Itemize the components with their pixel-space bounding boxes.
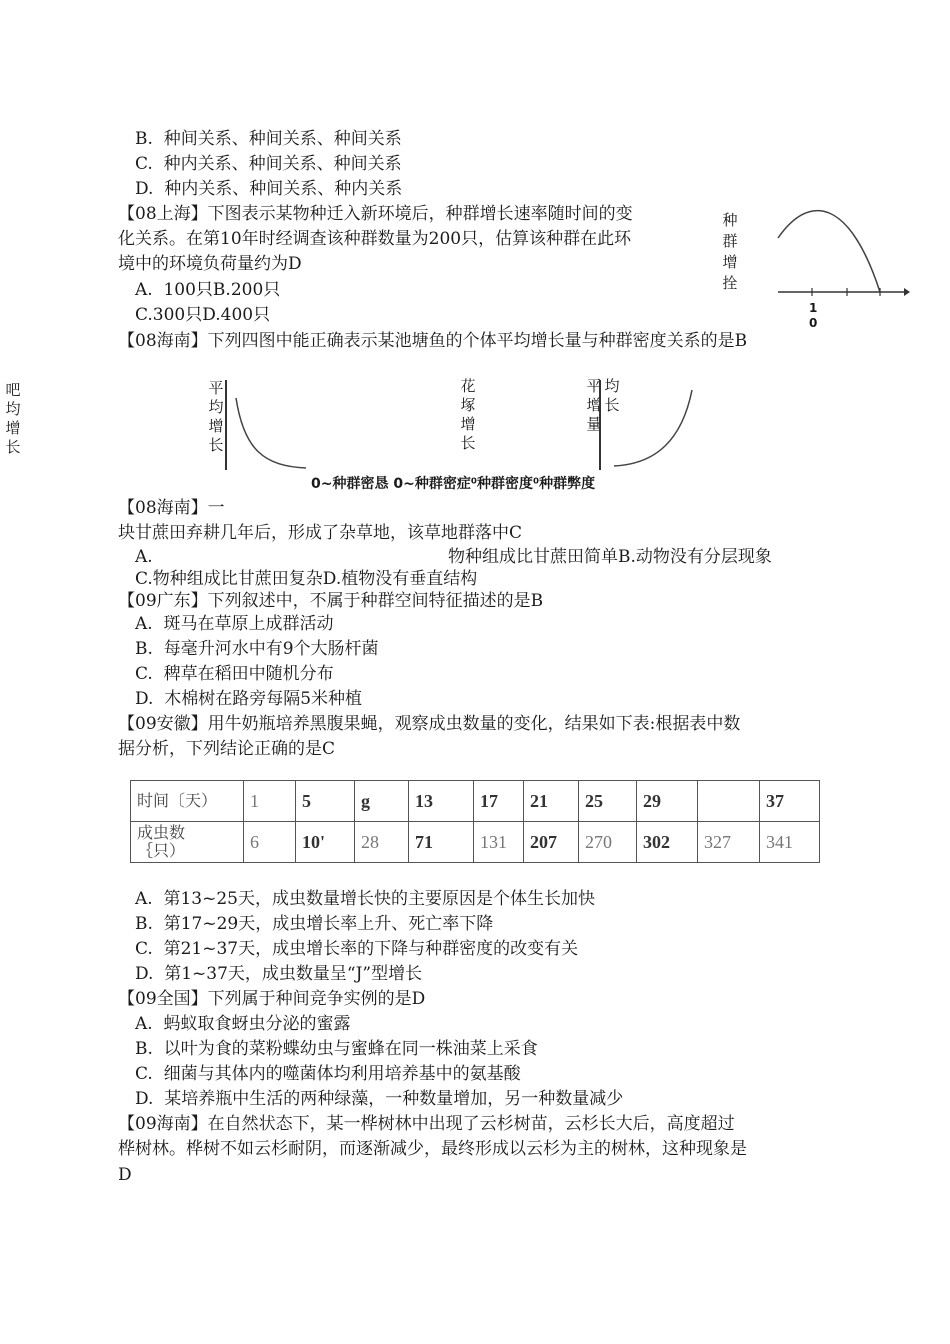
question-text-line: 块甘蔗田弃耕几年后，形成了杂草地，该草地群落中C — [118, 523, 523, 543]
table-cell: 1 — [244, 781, 296, 822]
graph3-ylabel-char: 量 — [586, 415, 602, 433]
table-row — [131, 822, 820, 863]
graph2-ylabel-char: 塚 — [460, 396, 476, 414]
graph3-ylabel-char: 增 — [586, 396, 602, 414]
graph2-ylabel-char: 长 — [460, 434, 476, 452]
graph1-curve — [224, 380, 314, 472]
table-cell: 17 — [474, 781, 524, 822]
question-text-line: 化关系。在第10年时经调查该种群数量为200只，估算该种群在此环 — [118, 229, 632, 249]
table-cell: 131 — [474, 822, 524, 863]
option-a-line: A. 第13~25天，成虫数量增长快的主要原因是个体生长加快 — [135, 889, 595, 909]
question-09-hainan: 【09海南】在自然状态下，某一桦树林中出现了云杉树苗，云杉长大后，高度超过 — [118, 1114, 735, 1134]
graph1-ylabel-char: 长 — [208, 436, 224, 454]
question-08-hainan-2: 【08海南】一 — [118, 498, 225, 518]
graph3-ylabel-char: 平 — [586, 377, 602, 395]
option-b-line: B. 每毫升河水中有9个大肠杆菌 — [135, 639, 379, 659]
option-b-line: B. 第17~29天，成虫增长率上升、死亡率下降 — [135, 914, 494, 934]
stray-ylabel-char: 增 — [5, 419, 21, 437]
table-cell: 6 — [244, 822, 296, 863]
option-c-line: C. 第21~37天，成虫增长率的下降与种群密度的改变有关 — [135, 939, 579, 959]
table-cell: 29 — [637, 781, 698, 822]
table-cell: 341 — [760, 822, 820, 863]
table-cell: 5 — [296, 781, 355, 822]
table-cell: g — [355, 781, 409, 822]
question-text-line: 桦树林。桦树不如云杉耐阴，而逐渐减少，最终形成以云杉为主的树林，这种现象是 — [118, 1139, 747, 1159]
option-a-line: A. 斑马在草原上成群活动 — [135, 614, 334, 634]
fig1-tick-label: 0 — [809, 316, 818, 330]
graph3-ylabel-char: 均 — [604, 377, 620, 395]
count-header-line: 成虫数 — [137, 823, 186, 842]
fig1-ylabel-char: 增 — [722, 253, 738, 271]
fig1-ylabel-char: 拴 — [722, 274, 738, 292]
question-text-line: 据分析，下列结论正确的是C — [118, 739, 336, 759]
question-09-quanguo: 【09全国】下列属于种间竞争实例的是D — [118, 989, 426, 1009]
table-cell: 21 — [524, 781, 579, 822]
table-cell: 37 — [760, 781, 820, 822]
option-a-b-text: 物种组成比甘蔗田简单B.动物没有分层现象 — [448, 547, 772, 567]
option-c-line: C. 种内关系、种间关系、种间关系 — [135, 154, 402, 174]
table-cell: 207 — [524, 822, 579, 863]
table-cell: 10' — [296, 822, 355, 863]
option-b-line: B. 种间关系、种间关系、种间关系 — [135, 129, 402, 149]
count-header-line: ｛只） — [137, 841, 186, 860]
fig1-ylabel-char: 群 — [722, 232, 738, 250]
graphs-x-axis-labels: 0~种群密恳 0~种群密症⁰种群密度⁰种群弊度 — [311, 476, 596, 492]
table-cell: 25 — [579, 781, 637, 822]
option-d-line: D. 种内关系、种间关系、种内关系 — [135, 179, 403, 199]
stray-ylabel-char: 长 — [5, 438, 21, 456]
count-header-cell — [131, 822, 244, 863]
table-cell: 28 — [355, 822, 409, 863]
option-b-line: B. 以叶为食的菜粉蝶幼虫与蜜蜂在同一株油菜上采食 — [135, 1039, 538, 1059]
question-09-guangdong: 【09广东】下列叙述中，不属于种群空间特征描述的是B — [118, 591, 544, 611]
option-d-line: D. 某培养瓶中生活的两种绿藻，一种数量增加，另一种数量减少 — [135, 1089, 624, 1109]
table-cell: 327 — [698, 822, 760, 863]
table-row — [131, 781, 820, 822]
table-cell: 270 — [579, 822, 637, 863]
option-c-line: C. 细菌与其体内的噬菌体均利用培养基中的氨基酸 — [135, 1064, 521, 1084]
graph1-ylabel-char: 均 — [208, 398, 224, 416]
graph2-ylabel-char: 花 — [460, 377, 476, 395]
fig1-tick-label: 1 — [809, 301, 818, 315]
fruitfly-data-table — [130, 780, 820, 863]
time-header-cell: 时间〔天） — [131, 781, 244, 822]
table-cell: 13 — [409, 781, 474, 822]
table-cell: 71 — [409, 822, 474, 863]
option-c-line: C.300只D.400只 — [135, 305, 271, 325]
graph3-ylabel-char: 长 — [604, 396, 620, 414]
question-09-anhui: 【09安徽】用牛奶瓶培养黑腹果蝇，观察成虫数量的变化，结果如下表:根据表中数 — [118, 714, 741, 734]
option-a-line: A. 100只B.200只 — [135, 280, 281, 300]
stray-ylabel-char: 均 — [5, 400, 21, 418]
option-d-line: D. 第1~37天，成虫数量呈“J”型增长 — [135, 964, 423, 984]
answer-line: D — [118, 1165, 132, 1185]
graph2-ylabel-char: 增 — [460, 415, 476, 433]
option-a-line: A. 蚂蚁取食蚜虫分泌的蜜露 — [135, 1014, 351, 1034]
question-08-hainan: 【08海南】下列四图中能正确表示某池塘鱼的个体平均增长量与种群密度关系的是B — [118, 331, 748, 351]
option-c-line: C. 稗草在稻田中随机分布 — [135, 664, 334, 684]
growth-rate-curve — [770, 200, 910, 305]
question-08-shanghai: 【08上海】下图表示某物种迁入新环境后，种群增长速率随时间的变 — [118, 204, 633, 224]
graph3-curve — [596, 380, 700, 472]
option-d-line: D. 木棉树在路旁每隔5米种植 — [135, 689, 363, 709]
option-c-d-line: C.物种组成比甘蔗田复杂D.植物没有垂直结构 — [135, 569, 478, 589]
table-cell: 302 — [637, 822, 698, 863]
stray-ylabel-char: 吧 — [5, 381, 21, 399]
graph1-ylabel-char: 增 — [208, 417, 224, 435]
option-a-label: A. — [135, 547, 153, 567]
table-cell — [698, 781, 760, 822]
question-text-line: 境中的环境负荷量约为D — [118, 254, 302, 274]
graph1-ylabel-char: 平 — [208, 379, 224, 397]
fig1-ylabel-char: 种 — [722, 211, 738, 229]
